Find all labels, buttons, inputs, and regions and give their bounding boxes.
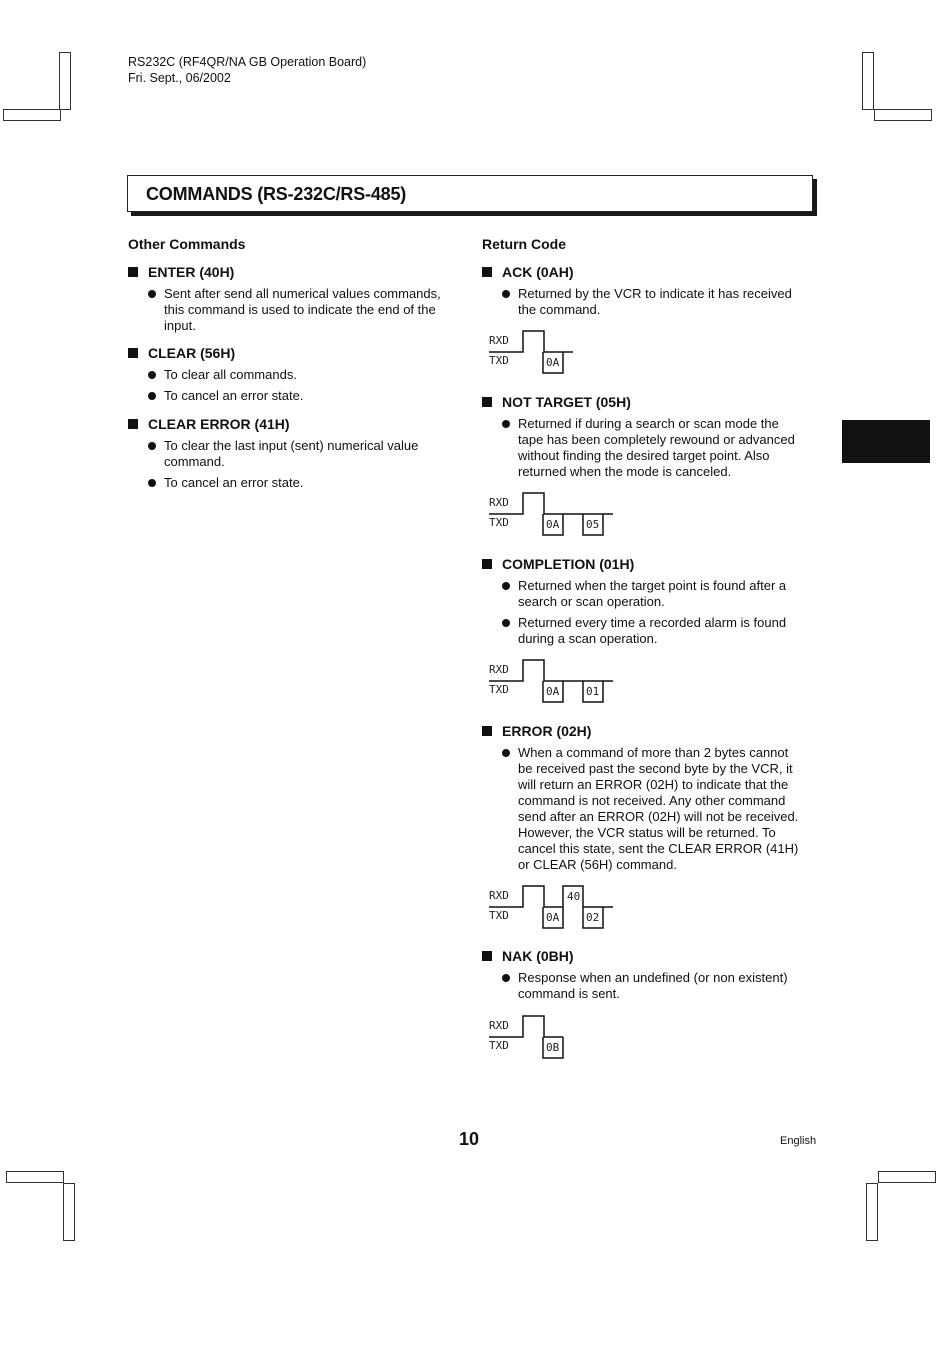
bullet-item (148, 388, 458, 404)
timing-diagram (489, 1015, 619, 1059)
rxd-label: RXD (489, 334, 509, 347)
bullet-line: command is sent. (518, 986, 620, 1001)
section-clear-error (128, 416, 290, 432)
section-not-target (482, 394, 631, 410)
timing-diagram (489, 492, 619, 536)
tx-code: 02 (586, 911, 600, 924)
bullet-line: command. (164, 454, 225, 469)
section-completion (482, 556, 634, 572)
bullet-line: returned when the mode is canceled. (518, 464, 732, 479)
section-tab (842, 420, 930, 463)
crop-mark (6, 1171, 64, 1183)
bullet-item (502, 615, 822, 647)
section-title: NAK (0BH) (502, 948, 574, 964)
section-title: CLEAR (56H) (148, 345, 236, 361)
section-ack (482, 264, 574, 280)
bullet-dot-icon (148, 392, 156, 400)
rxd-label: RXD (489, 1019, 509, 1032)
txd-label: TXD (489, 516, 509, 529)
tx-code: 0A (546, 518, 560, 531)
waveform (489, 1015, 619, 1061)
rxd-label: RXD (489, 496, 509, 509)
rx-code: 40 (567, 890, 581, 903)
tx-code: 0A (546, 685, 560, 698)
language-label: English (780, 1135, 817, 1147)
bullet-line: will return an ERROR (02H) to indicate that the (518, 777, 789, 792)
right-column-heading: Return Code (482, 236, 566, 252)
txd-label: TXD (489, 909, 509, 922)
bullet-line: during a scan operation. (518, 631, 658, 646)
left-column-heading: Other Commands (128, 236, 246, 252)
bullet-item (502, 416, 822, 480)
bullet-dot-icon (502, 974, 510, 982)
bullet-line: To clear the last input (sent) numerical value (164, 438, 419, 453)
bullet-line: To cancel an error state. (164, 388, 304, 403)
bullet-line: be received past the second byte by the VCR, it (518, 761, 793, 776)
bullet-line: To cancel an error state. (164, 475, 304, 490)
doc-header-line-2: Fri. Sept., 06/2002 (128, 71, 231, 85)
section-clear (128, 345, 235, 361)
bullet-line: Returned by the VCR to indicate it has received (518, 286, 792, 301)
bullet-dot-icon (502, 582, 510, 590)
bullet-dot-icon (502, 290, 510, 298)
bullet-item (148, 367, 458, 383)
timing-diagram (489, 330, 619, 374)
crop-mark (874, 109, 932, 121)
crop-mark (3, 109, 61, 121)
tx-code: 01 (586, 685, 600, 698)
bullet-dot-icon (502, 749, 510, 757)
doc-header-line-1: RS232C (RF4QR/NA GB Operation Board) (128, 55, 367, 69)
page-number: 10 (459, 1129, 480, 1149)
bullet-line: tape has been completely rewound or advanced (518, 432, 795, 447)
tx-code: 0A (546, 911, 560, 924)
crop-mark (878, 1171, 936, 1183)
bullet-line: Returned every time a recorded alarm is found (518, 615, 787, 630)
rxd-label: RXD (489, 663, 509, 676)
bullet-line: When a command of more than 2 bytes cannot (518, 745, 789, 760)
bullet-dot-icon (148, 290, 156, 298)
bullet-line: without finding the desired target point. Also (518, 448, 770, 463)
square-bullet-icon (482, 559, 492, 569)
bullet-line: command is not received. Any other command (518, 793, 786, 808)
rxd-label: RXD (489, 889, 509, 902)
square-bullet-icon (482, 726, 492, 736)
crop-mark (862, 52, 874, 110)
tx-code: 05 (586, 518, 600, 531)
bullet-line: input. (164, 318, 196, 333)
waveform (489, 659, 619, 705)
square-bullet-icon (482, 951, 492, 961)
section-enter (128, 264, 234, 280)
waveform (489, 492, 619, 538)
txd-label: TXD (489, 683, 509, 696)
bullet-line: Returned when the target point is found after a (518, 578, 787, 593)
bullet-line: Response when an undefined (or non existent) (518, 970, 788, 985)
section-nak (482, 948, 574, 964)
bullet-line: the command. (518, 302, 601, 317)
bullet-item (502, 745, 822, 873)
bullet-dot-icon (502, 420, 510, 428)
bullet-line: this command is used to indicate the end of the (164, 302, 436, 317)
bullet-item (148, 286, 458, 334)
bullet-line: However, the VCR status will be returned. To (518, 825, 776, 840)
bullet-item (148, 438, 458, 470)
bullet-line: Returned if during a search or scan mode the (518, 416, 779, 431)
txd-label: TXD (489, 1039, 509, 1052)
timing-diagram (489, 659, 619, 703)
bullet-item (502, 970, 822, 1002)
bullet-line: Sent after send all numerical values commands, (164, 286, 441, 301)
bullet-line: or CLEAR (56H) command. (518, 857, 677, 872)
section-title: ACK (0AH) (502, 264, 574, 280)
bullet-item (502, 578, 822, 610)
bullet-dot-icon (148, 442, 156, 450)
bullet-item (502, 286, 822, 318)
square-bullet-icon (128, 348, 138, 358)
waveform (489, 885, 619, 931)
crop-mark (63, 1183, 75, 1241)
crop-mark (866, 1183, 878, 1241)
bullet-item (148, 475, 458, 491)
bullet-dot-icon (148, 479, 156, 487)
square-bullet-icon (128, 267, 138, 277)
tx-code: 0A (546, 356, 560, 369)
bullet-line: To clear all commands. (164, 367, 297, 382)
square-bullet-icon (482, 397, 492, 407)
bullet-dot-icon (502, 619, 510, 627)
page-title-box (127, 175, 813, 212)
section-title: NOT TARGET (05H) (502, 394, 631, 410)
bullet-dot-icon (148, 371, 156, 379)
square-bullet-icon (482, 267, 492, 277)
timing-diagram (489, 885, 619, 929)
bullet-line: send after an ERROR (02H) will not be received. (518, 809, 799, 824)
page-title: COMMANDS (RS-232C/RS-485) (146, 184, 407, 204)
section-title: COMPLETION (01H) (502, 556, 635, 572)
section-title: ERROR (02H) (502, 723, 592, 739)
bullet-line: search or scan operation. (518, 594, 665, 609)
section-error (482, 723, 591, 739)
crop-mark (59, 52, 71, 110)
waveform (489, 330, 619, 376)
section-title: ENTER (40H) (148, 264, 235, 280)
bullet-line: cancel this state, sent the CLEAR ERROR (41H) (518, 841, 799, 856)
tx-code: 0B (546, 1041, 560, 1054)
txd-label: TXD (489, 354, 509, 367)
section-title: CLEAR ERROR (41H) (148, 416, 290, 432)
square-bullet-icon (128, 419, 138, 429)
